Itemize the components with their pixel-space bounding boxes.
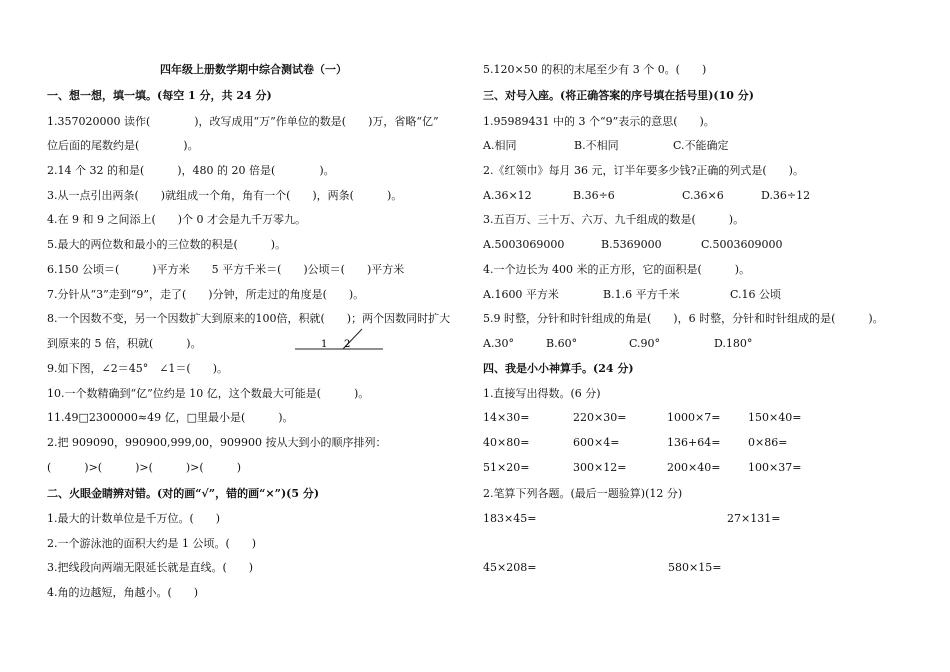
s3-q1-option: B.不相同 (574, 139, 619, 152)
written-calc-1: 183×45= (483, 512, 537, 525)
written-calc-2: 27×131= (727, 512, 781, 525)
s1-q11: 11.49□2300000≈49 亿，□里最小是( )。 (47, 411, 294, 424)
s3-q1-option: C.不能确定 (673, 139, 729, 152)
s2-q3: 3.把线段向两端无限延长就是直线。( ) (47, 561, 254, 574)
section-2-heading: 二、火眼金睛辨对错。(对的画“√”，错的画“×”)(5 分) (47, 487, 320, 500)
section-4-heading: 四、我是小小神算手。(24 分) (483, 362, 634, 375)
s1-q1-line2: 位后面的尾数约是( )。 (47, 139, 199, 152)
angle-label-1: 1 (321, 339, 328, 350)
mental-math-item: 14×30= (483, 411, 530, 424)
mental-math-item: 136+64= (667, 436, 721, 449)
s3-q3: 3.五百万、三十万、六万、九千组成的数是( )。 (483, 213, 745, 226)
mental-math-item: 1000×7= (667, 411, 721, 424)
mental-math-item: 600×4= (573, 436, 620, 449)
mental-math-item: 200×40= (667, 461, 721, 474)
s3-q3-option: B.5369000 (601, 238, 662, 251)
s1-q10: 10.一个数精确到“亿”位约是 10 亿，这个数最大可能是( )。 (47, 387, 370, 400)
s1-q7: 7.分针从“3”走到“9”，走了( )分钟，所走过的角度是( )。 (47, 288, 365, 301)
mental-math-item: 150×40= (748, 411, 802, 424)
s3-q3-option: C.5003609000 (701, 238, 783, 251)
s3-q5-option: D.180° (714, 337, 753, 350)
s3-q4-option: C.16 公顷 (730, 288, 782, 301)
page-title: 四年级上册数学期中综合测试卷（一） (160, 63, 347, 76)
s3-q4-option: A.1600 平方米 (483, 288, 559, 301)
s2-q1: 1.最大的计数单位是千万位。( ) (47, 512, 221, 525)
s3-q3-option: A.5003069000 (483, 238, 565, 251)
s4-sub2: 2.笔算下列各题。(最后一题验算)(12 分) (483, 487, 683, 500)
s2-q4: 4.角的边越短，角越小。( ) (47, 586, 199, 599)
s3-q4-option: B.1.6 平方千米 (603, 288, 680, 301)
mental-math-item: 0×86= (748, 436, 788, 449)
s1-q9: 9.如下图，∠2＝45° ∠1＝( )。 (47, 362, 229, 375)
mental-math-item: 51×20= (483, 461, 530, 474)
s3-q2-option: C.36×6 (682, 189, 724, 202)
s3-q5-option: A.30° (483, 337, 514, 350)
written-calc-3: 45×208= (483, 561, 537, 574)
angle-label-2: 2 (344, 339, 351, 350)
s1-q12-blanks: ( )>( )>( )>( ) (47, 461, 241, 474)
angle-figure (295, 327, 395, 355)
s3-q1: 1.95989431 中的 3 个“9”表示的意思( )。 (483, 115, 715, 128)
s3-q4: 4.一个边长为 400 米的正方形，它的面积是( )。 (483, 263, 751, 276)
s3-q1-option: A.相同 (483, 139, 517, 152)
mental-math-item: 300×12= (573, 461, 627, 474)
s2-q5: 5.120×50 的积的末尾至少有 3 个 0。( ) (483, 63, 707, 76)
written-calc-4: 580×15= (668, 561, 722, 574)
section-1-heading: 一、想一想，填一填。(每空 1 分，共 24 分) (47, 89, 272, 102)
s3-q2-option: D.36÷12 (761, 189, 811, 202)
s3-q2: 2.《红领巾》每月 36 元，订半年要多少钱?正确的列式是( )。 (483, 164, 804, 177)
mental-math-item: 40×80= (483, 436, 530, 449)
s1-q8-line2: 到原来的 5 倍，积就( )。 (47, 337, 202, 350)
s3-q2-option: B.36÷6 (573, 189, 615, 202)
s2-q2: 2.一个游泳池的面积大约是 1 公顷。( ) (47, 537, 257, 550)
mental-math-item: 220×30= (573, 411, 627, 424)
s3-q5: 5.9 时整，分针和时针组成的角是( )，6 时整，分针和时针组成的是( )。 (483, 312, 884, 325)
s1-q2: 2.14 个 32 的和是( )，480 的 20 倍是( )。 (47, 164, 335, 177)
s4-sub1: 1.直接写出得数。(6 分) (483, 387, 601, 400)
s1-q1-line1: 1.357020000 读作( )，改写成用“万”作单位的数是( )万，省略“亿” (47, 115, 439, 128)
s1-q12: 2.把 909090，990900,999,00，909900 按从大到小的顺序排列： (47, 436, 387, 449)
s1-q8-line1: 8.一个因数不变，另一个因数扩大到原来的100倍，积就( )；两个因数同时扩大 (47, 312, 451, 325)
s1-q4: 4.在 9 和 9 之间添上( )个 0 才会是九千万零九。 (47, 213, 307, 226)
s3-q5-option: B.60° (546, 337, 578, 350)
s3-q5-option: C.90° (629, 337, 661, 350)
s1-q5: 5.最大的两位数和最小的三位数的积是( )。 (47, 238, 287, 251)
section-3-heading: 三、对号入座。(将正确答案的序号填在括号里)(10 分) (483, 89, 754, 102)
s1-q3: 3.从一点引出两条( )就组成一个角，角有一个( )，两条( )。 (47, 189, 403, 202)
mental-math-item: 100×37= (748, 461, 802, 474)
s1-q6: 6.150 公顷＝( )平方米 5 平方千米＝( )公顷＝( )平方米 (47, 263, 405, 276)
s3-q2-option: A.36×12 (483, 189, 532, 202)
